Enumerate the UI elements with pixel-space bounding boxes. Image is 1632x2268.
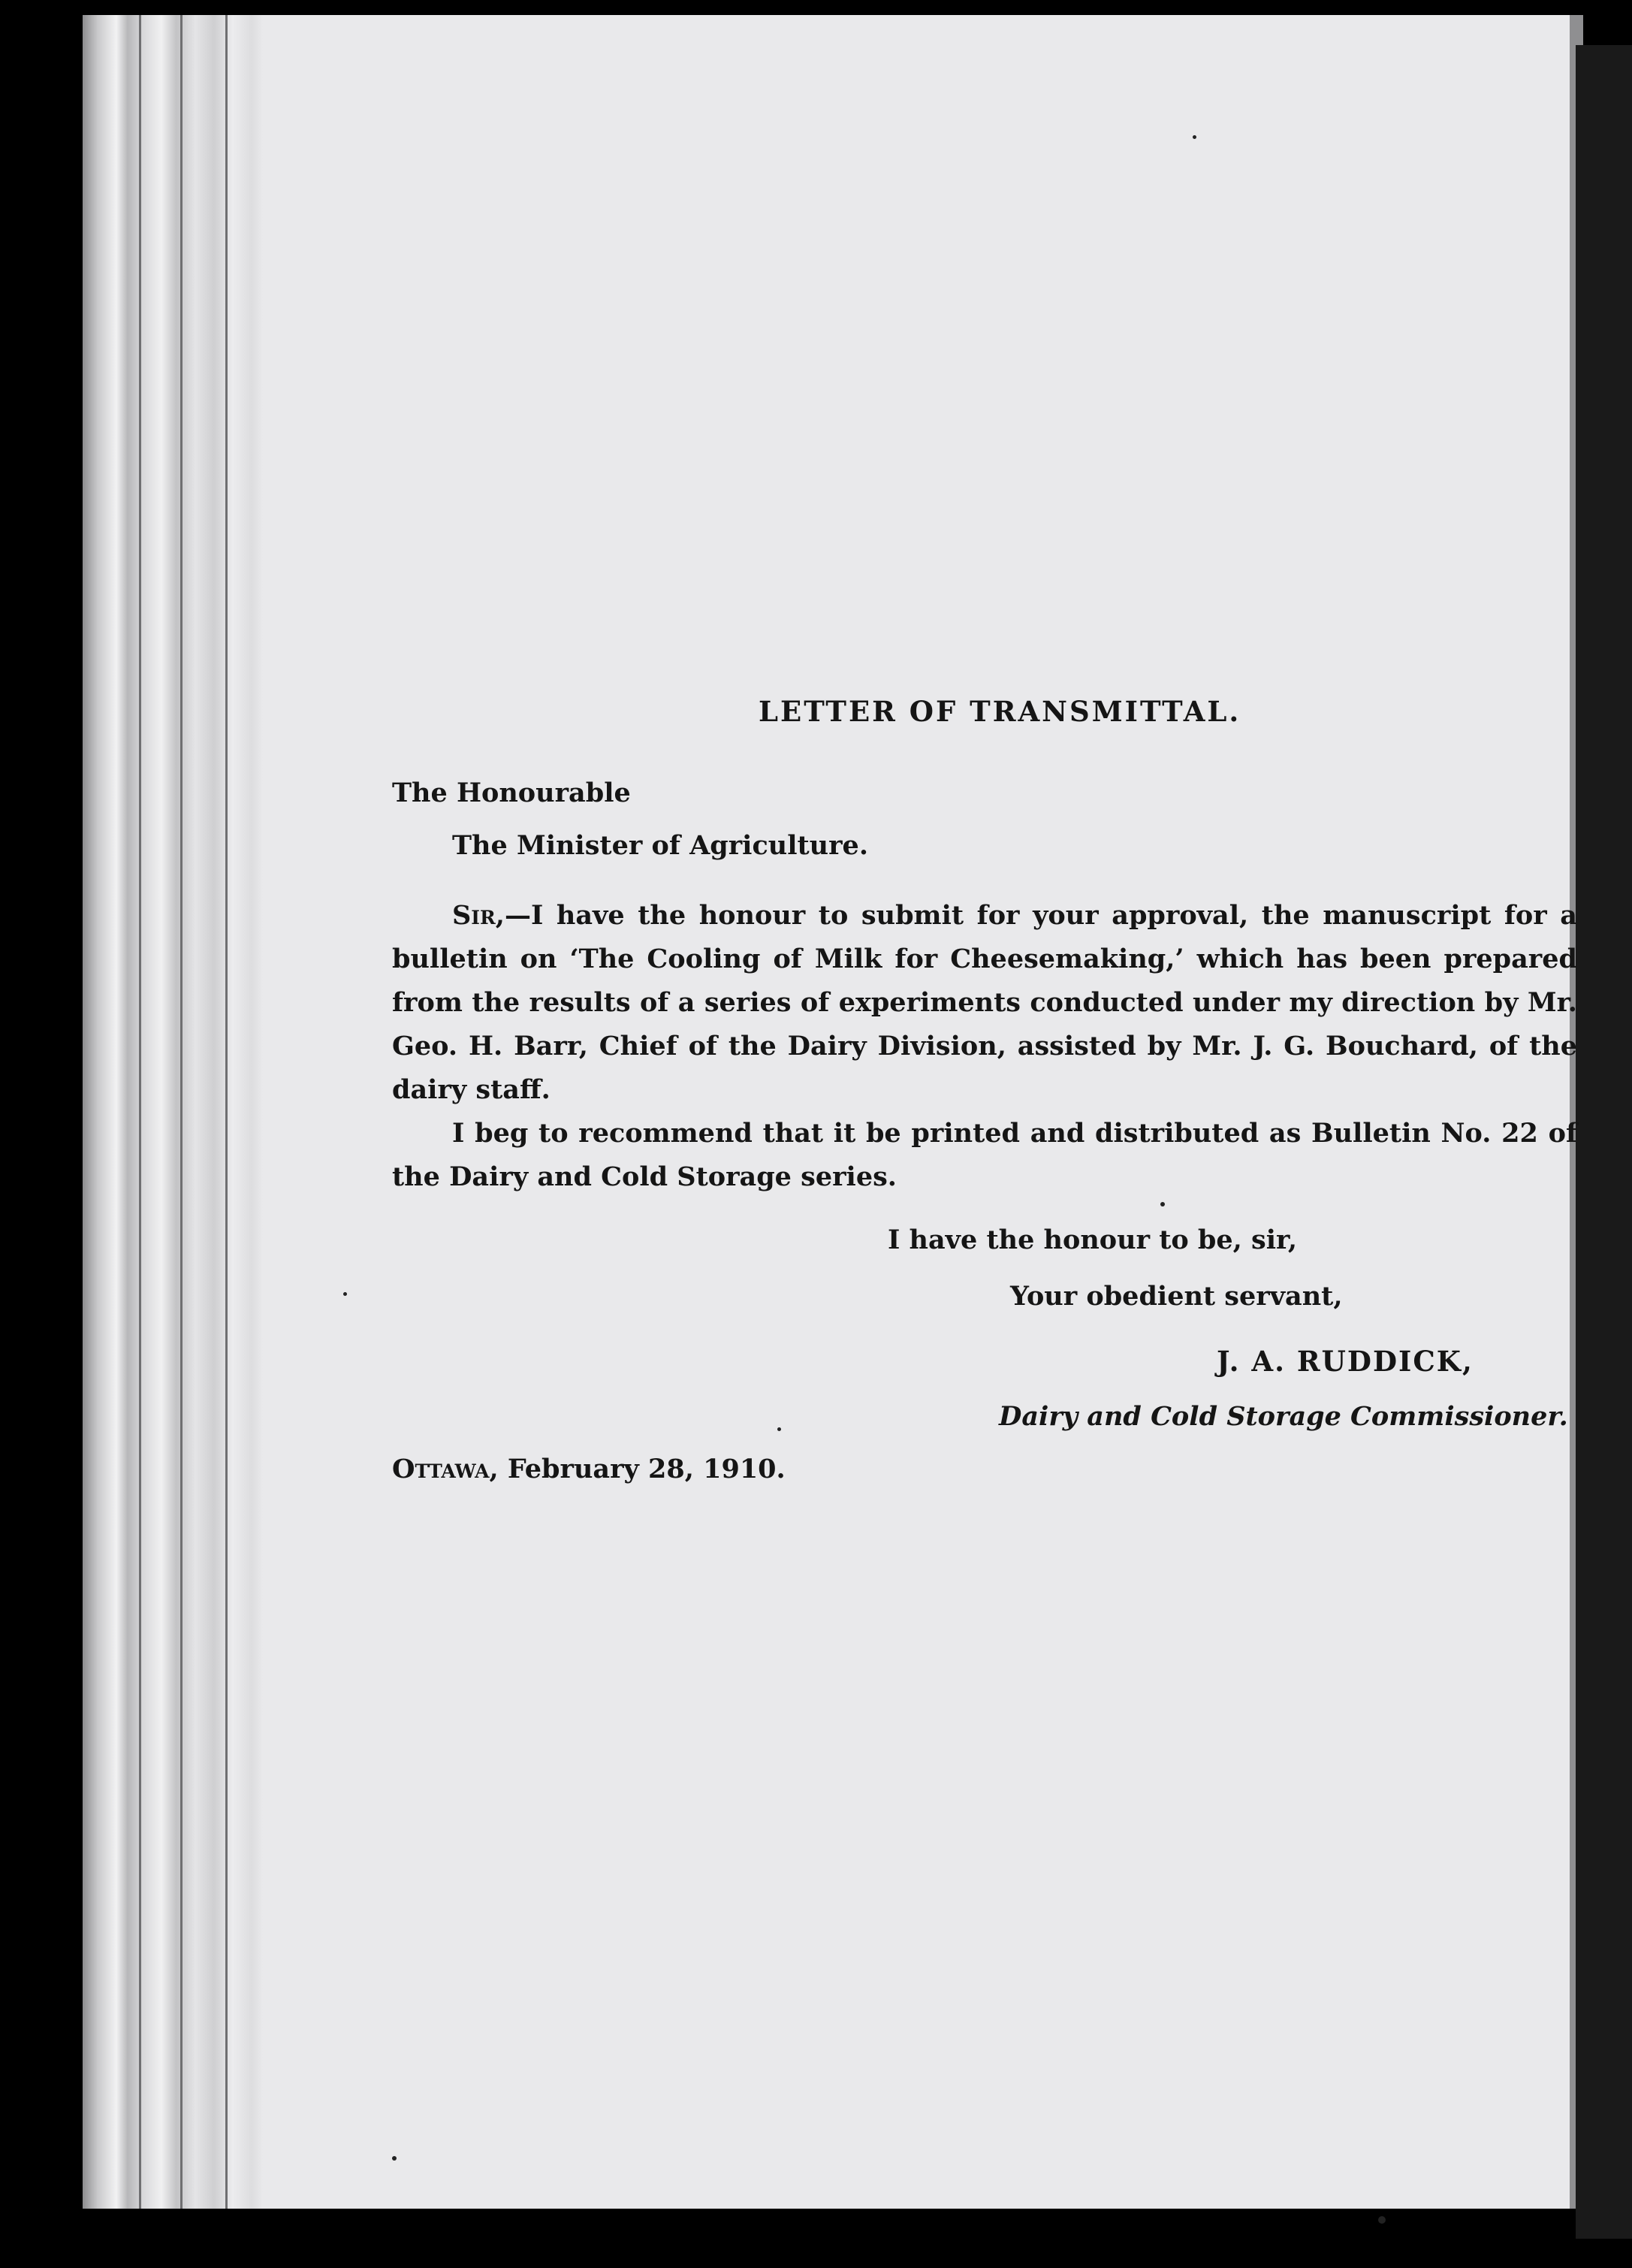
closing-line-2: Your obedient servant, [1010, 1281, 1343, 1312]
paragraph-1 [392, 894, 1577, 1112]
dateline-place: Ottawa, [392, 1454, 499, 1484]
page-binding-edge [83, 15, 263, 2209]
page-right-edge [1576, 45, 1632, 2239]
signature-name: J. A. RUDDICK, [1217, 1345, 1474, 1378]
paper-speck [1378, 2216, 1386, 2224]
paragraph-2: I beg to recommend that it be printed and distributed as Bulletin No. 22 of the Dairy and Cold Storage series. [392, 1118, 1577, 1192]
binding-line [139, 15, 141, 2209]
binding-line [225, 15, 228, 2209]
paper-speck [392, 2156, 397, 2161]
paper-speck [343, 1292, 347, 1296]
paragraph-1-text: —I have the honour to submit for your approval, the manuscript for a bulletin on ‘The Cooling of Milk for Cheesemaking,’ which has been prepared from the results of a series of experiments conducted under my direction by Mr. Geo. H. Barr, Chief of the Dairy Division, assisted by Mr. J. G. Bouchard, of the dairy staff. [392, 900, 1577, 1105]
salutation-line-2: The Minister of Agriculture. [452, 830, 869, 861]
paper-speck [777, 1427, 781, 1431]
paragraph-1-lead: Sir, [452, 900, 505, 931]
dateline [392, 1454, 786, 1484]
paper-speck [1160, 1202, 1165, 1206]
letter-heading: LETTER OF TRANSMITTAL. [759, 695, 1241, 728]
paper-speck [1193, 135, 1196, 139]
closing-line-1: I have the honour to be, sir, [888, 1225, 1298, 1255]
signature-title: Dairy and Cold Storage Commissioner. [999, 1401, 1568, 1432]
salutation-line-1: The Honourable [392, 778, 631, 808]
binding-line [180, 15, 183, 2209]
dateline-date: February 28, 1910. [507, 1454, 786, 1484]
